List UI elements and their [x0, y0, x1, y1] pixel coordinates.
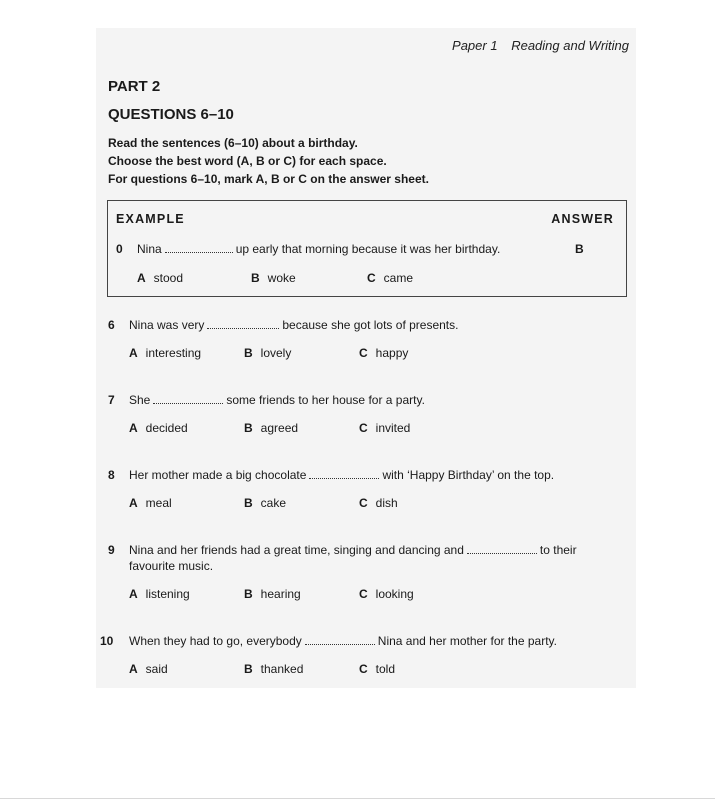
- questions-heading: QUESTIONS 6–10: [108, 106, 234, 123]
- option-a: A decided: [129, 421, 188, 435]
- example-label: EXAMPLE: [116, 212, 185, 226]
- option-b: B cake: [244, 496, 287, 510]
- paper-label: Paper 1: [452, 38, 498, 53]
- answer-blank: [165, 251, 233, 253]
- option-b: B lovely: [244, 346, 292, 360]
- example-sentence: [137, 242, 500, 256]
- option-c: C came: [367, 271, 414, 285]
- question-number: 6: [108, 318, 115, 332]
- bottom-divider: [0, 798, 715, 799]
- option-a: A stood: [137, 271, 184, 285]
- example-answer: B: [575, 242, 584, 256]
- question-sentence: Nina and her friends had a great time, singing and dancing and to their: [129, 543, 577, 557]
- option-b: B agreed: [244, 421, 299, 435]
- option-a: A interesting: [129, 346, 202, 360]
- option-a: A meal: [129, 496, 172, 510]
- example-box: [107, 200, 627, 297]
- answer-blank: [467, 552, 537, 554]
- question-sentence: Nina was very because she got lots of presents.: [129, 318, 459, 332]
- example-number: 0: [116, 242, 123, 256]
- answer-blank: [153, 402, 223, 404]
- instruction-line: Choose the best word (A, B or C) for each space.: [108, 154, 387, 168]
- question-sentence: She some friends to her house for a party.: [129, 393, 425, 407]
- answer-blank: [207, 327, 279, 329]
- instruction-line: Read the sentences (6–10) about a birthday.: [108, 136, 358, 150]
- question-sentence: When they had to go, everybody Nina and her mother for the party.: [129, 634, 557, 648]
- question-number: 7: [108, 393, 115, 407]
- option-a: A listening: [129, 587, 190, 601]
- part-heading: PART 2: [108, 78, 161, 95]
- question-number: 8: [108, 468, 115, 482]
- answer-blank: [305, 643, 375, 645]
- question-continuation: favourite music.: [129, 559, 214, 573]
- answer-label: ANSWER: [551, 212, 614, 226]
- option-b: B thanked: [244, 662, 304, 676]
- sentence-end: up early that morning because it was her birthday.: [235, 242, 501, 256]
- answer-blank: [309, 477, 379, 479]
- question-number: 9: [108, 543, 115, 557]
- question-number: 10: [100, 634, 114, 648]
- option-c: C told: [359, 662, 396, 676]
- option-b: B woke: [251, 271, 296, 285]
- option-c: C dish: [359, 496, 398, 510]
- option-c: C happy: [359, 346, 409, 360]
- page-header: [452, 38, 629, 53]
- option-c: C looking: [359, 587, 414, 601]
- option-a: A said: [129, 662, 168, 676]
- option-b: B hearing: [244, 587, 301, 601]
- sentence-start: Nina: [137, 242, 162, 256]
- instruction-line: For questions 6–10, mark A, B or C on the answer sheet.: [108, 172, 429, 186]
- option-c: C invited: [359, 421, 411, 435]
- question-sentence: Her mother made a big chocolate with ‘Happy Birthday’ on the top.: [129, 468, 555, 482]
- section-label: Reading and Writing: [511, 38, 629, 53]
